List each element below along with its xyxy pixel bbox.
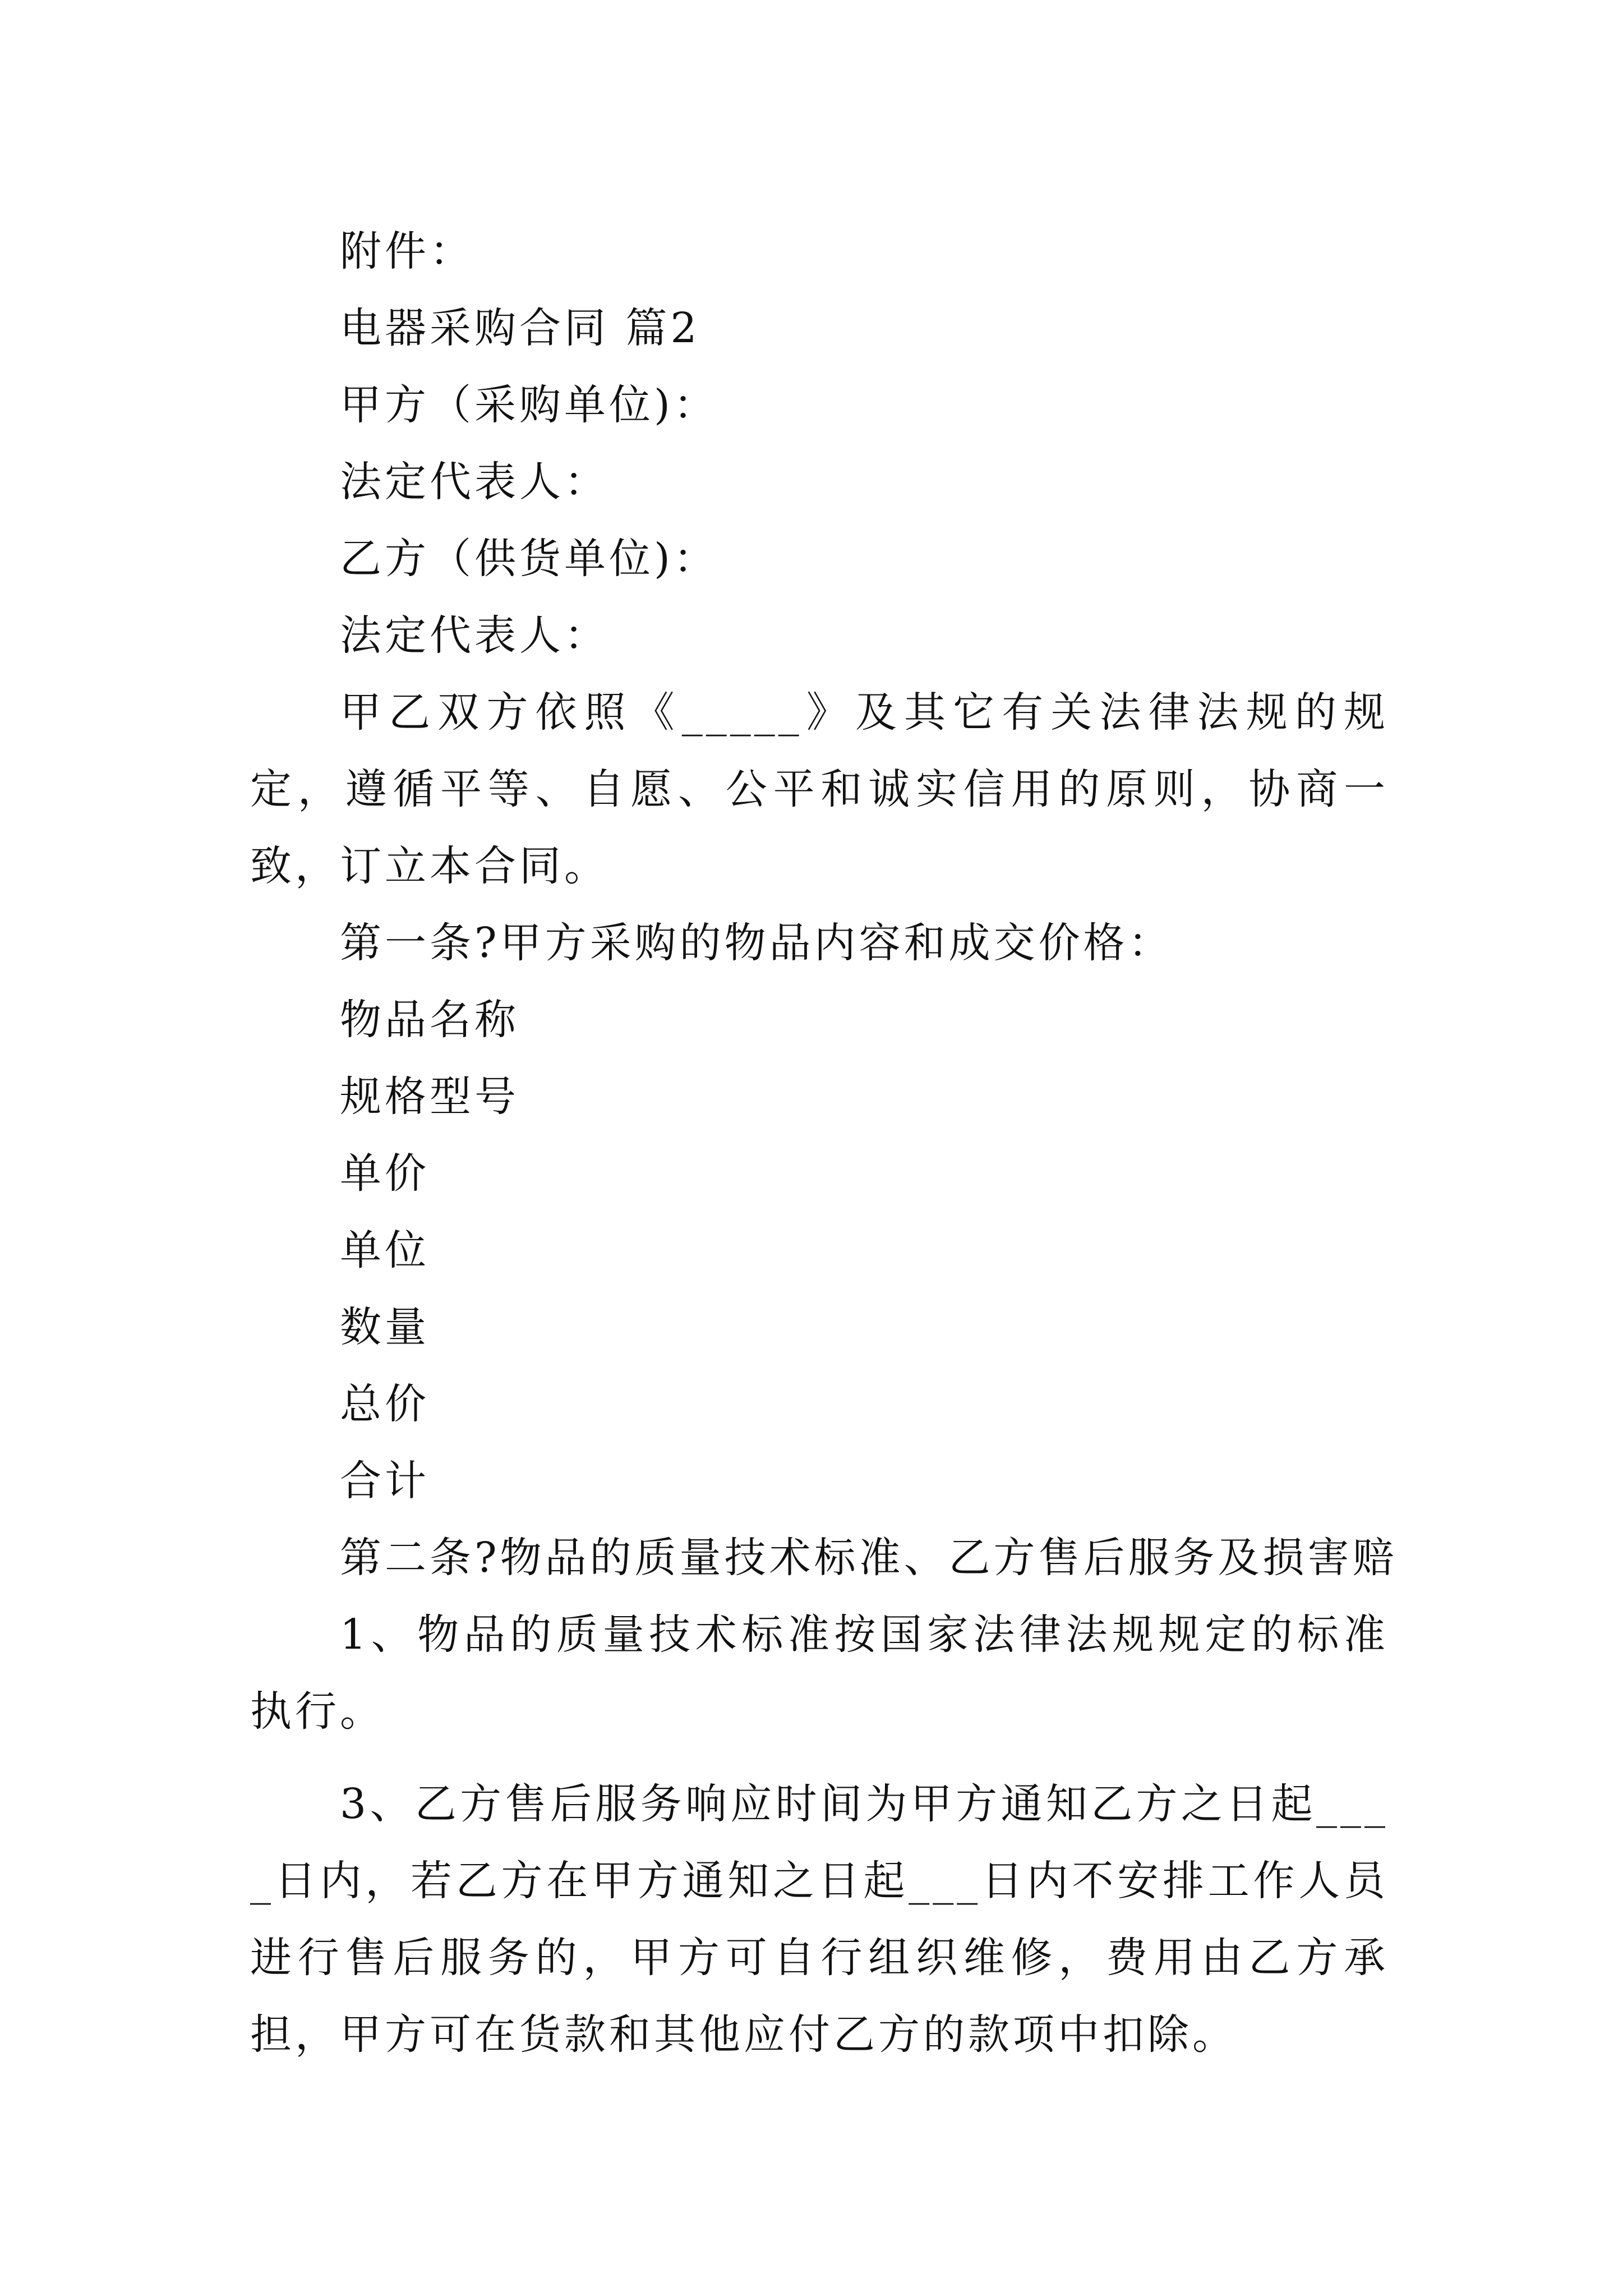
article-1-heading: 第一条?甲方采购的物品内容和成交价格： [340,919,1173,967]
item-field-name: 物品名称 [340,996,519,1044]
paragraph-spacer [250,1750,1389,1766]
preamble-paragraph: 甲乙双方依照《_____》及其它有关法律法规的规定，遵循平等、自愿、公平和诚实信用的原则，协商一致，订立本合同。 [250,688,1389,890]
party-b-label: 乙方（供货单位)： [340,535,718,583]
party-b-representative: 法定代表人： [340,611,609,660]
party-a-label: 甲方（采购单位)： [340,381,718,429]
item-field-unit: 单位 [340,1226,430,1274]
item-field-model: 规格型号 [340,1073,519,1121]
article-2-heading: 第二条?物品的质量技术标准、乙方售后服务及损害赔 [340,1534,1398,1582]
item-field-quantity: 数量 [340,1303,430,1351]
item-field-sum: 合计 [340,1457,430,1505]
document-body [250,213,1398,2073]
contract-title: 电器采购合同 篇2 [340,304,700,352]
item-field-unit-price: 单价 [340,1149,430,1198]
party-a-representative: 法定代表人： [340,458,609,506]
attachment-heading: 附件： [340,227,474,275]
item-field-total-price: 总价 [340,1380,430,1428]
after-sales-paragraph: 3、乙方售后服务响应时间为甲方通知乙方之日起____日内，若乙方在甲方通知之日起___日内不安排工作人员进行售后服务的，甲方可自行组织维修，费用由乙方承担，甲方可在货款和其他应付乙方的款项中扣除。 [250,1780,1389,2059]
quality-standard-paragraph: 1、物品的质量技术标准按国家法律法规规定的标准执行。 [250,1611,1389,1736]
